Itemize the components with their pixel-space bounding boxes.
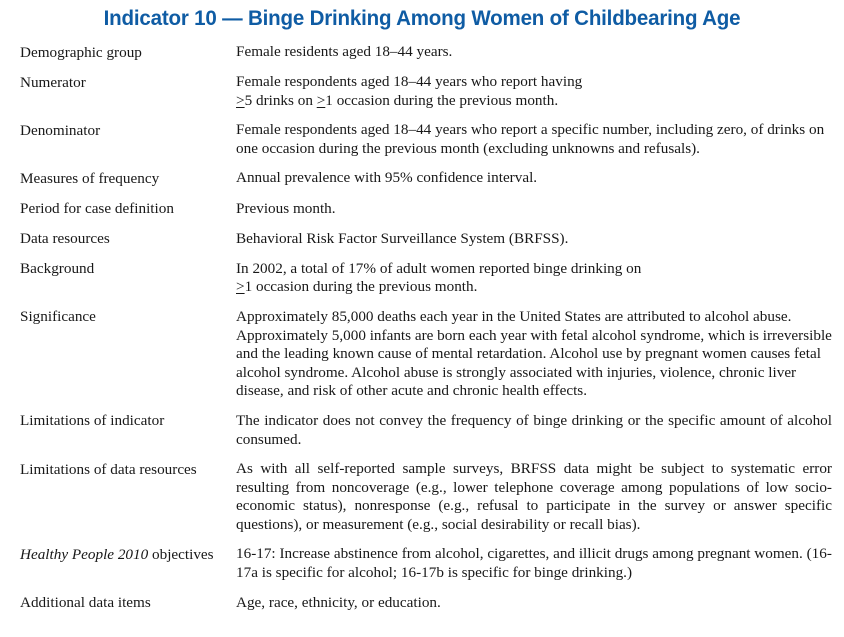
row-label: Denominator (20, 121, 101, 139)
row-body: Female respondents aged 18–44 years who report a specific number, including zero, of drinks on one occasion during the previous month (excluding unknowns and refusals). (236, 121, 825, 157)
definition-row (0, 412, 844, 449)
row-body: Age, race, ethnicity, or education. (236, 593, 441, 611)
row-body: Annual prevalence with 95% confidence interval. (236, 169, 538, 187)
row-body: Approximately 85,000 deaths each year in the United States are attributed to alcohol abuse. Approximately 5,000 infants are born each year with fetal alcohol syndrome, which is irreversible and the leading known cause of mental retardation. Alcohol use by pregnant women causes fetal alcohol syndrome. Alcohol abuse is strongly associated with injuries, violence, chronic liver disease, and risk of other acute and chronic health effects. (236, 307, 832, 400)
row-body: 16-17: Increase abstinence from alcohol, cigarettes, and illicit drugs among pregnant women. (16-17a is specific for alcohol; 16-17b is specific for binge drinking.) (236, 545, 832, 582)
row-label: Background (20, 260, 95, 278)
row-label-italic-part: Healthy People 2010 (20, 545, 149, 563)
row-body-text: 5 drinks on (244, 91, 317, 109)
row-body: Previous month. (236, 199, 336, 217)
row-body-text: In 2002, a total of 17% of adult women reported binge drinking on (236, 259, 642, 277)
greater-than-or-equal-icon: > (316, 91, 326, 109)
row-label: Limitations of indicator (20, 412, 165, 430)
row-body: The indicator does not convey the frequency of binge drinking or the specific amount of alcohol consumed. (236, 411, 832, 448)
definition-row (0, 460, 844, 534)
row-body-text: 1 occasion during the previous month. (325, 91, 559, 109)
definition-row (0, 230, 844, 249)
row-label: Measures of frequency (20, 169, 160, 187)
page-title: Indicator 10 — Binge Drinking Among Women of Childbearing Age (103, 6, 741, 30)
row-label (20, 545, 236, 564)
definition-row (0, 594, 844, 613)
definition-row (0, 545, 844, 582)
row-label: Significance (20, 308, 96, 326)
row-body: Female residents aged 18–44 years. (236, 43, 453, 60)
definition-row (0, 260, 844, 297)
row-body-text: 1 occasion during the previous month. (244, 278, 478, 296)
row-body (236, 73, 832, 110)
row-body: Behavioral Risk Factor Surveillance System (BRFSS). (236, 229, 569, 247)
greater-than-or-equal-icon: > (236, 278, 245, 296)
row-label: Additional data items (20, 594, 151, 612)
greater-than-or-equal-icon: > (236, 91, 245, 109)
row-body: As with all self-reported sample surveys, BRFSS data might be subject to systematic error resulting from noncoverage (e.g., lower telephone coverage among populations of low socio-economic status), nonresponse (e.g., refusal to participate in the survey or answer specific questions), or measurement (e.g., social desirability or recall bias). (236, 460, 832, 533)
row-label: Period for case definition (20, 200, 174, 218)
row-label: Limitations of data resources (20, 460, 197, 478)
row-label: Demographic group (20, 43, 142, 61)
definition-row (0, 169, 844, 188)
row-body-text: Female respondents aged 18–44 years who report having (236, 73, 583, 91)
row-label: Numerator (20, 73, 86, 91)
definition-row (0, 43, 844, 62)
definition-row (0, 308, 844, 401)
definition-row (0, 200, 844, 219)
row-label: Data resources (20, 230, 110, 248)
row-body (236, 260, 832, 297)
definition-row (0, 73, 844, 110)
definition-list (0, 43, 844, 624)
row-label-roman-part: objectives (148, 545, 214, 563)
definition-row (0, 121, 844, 158)
